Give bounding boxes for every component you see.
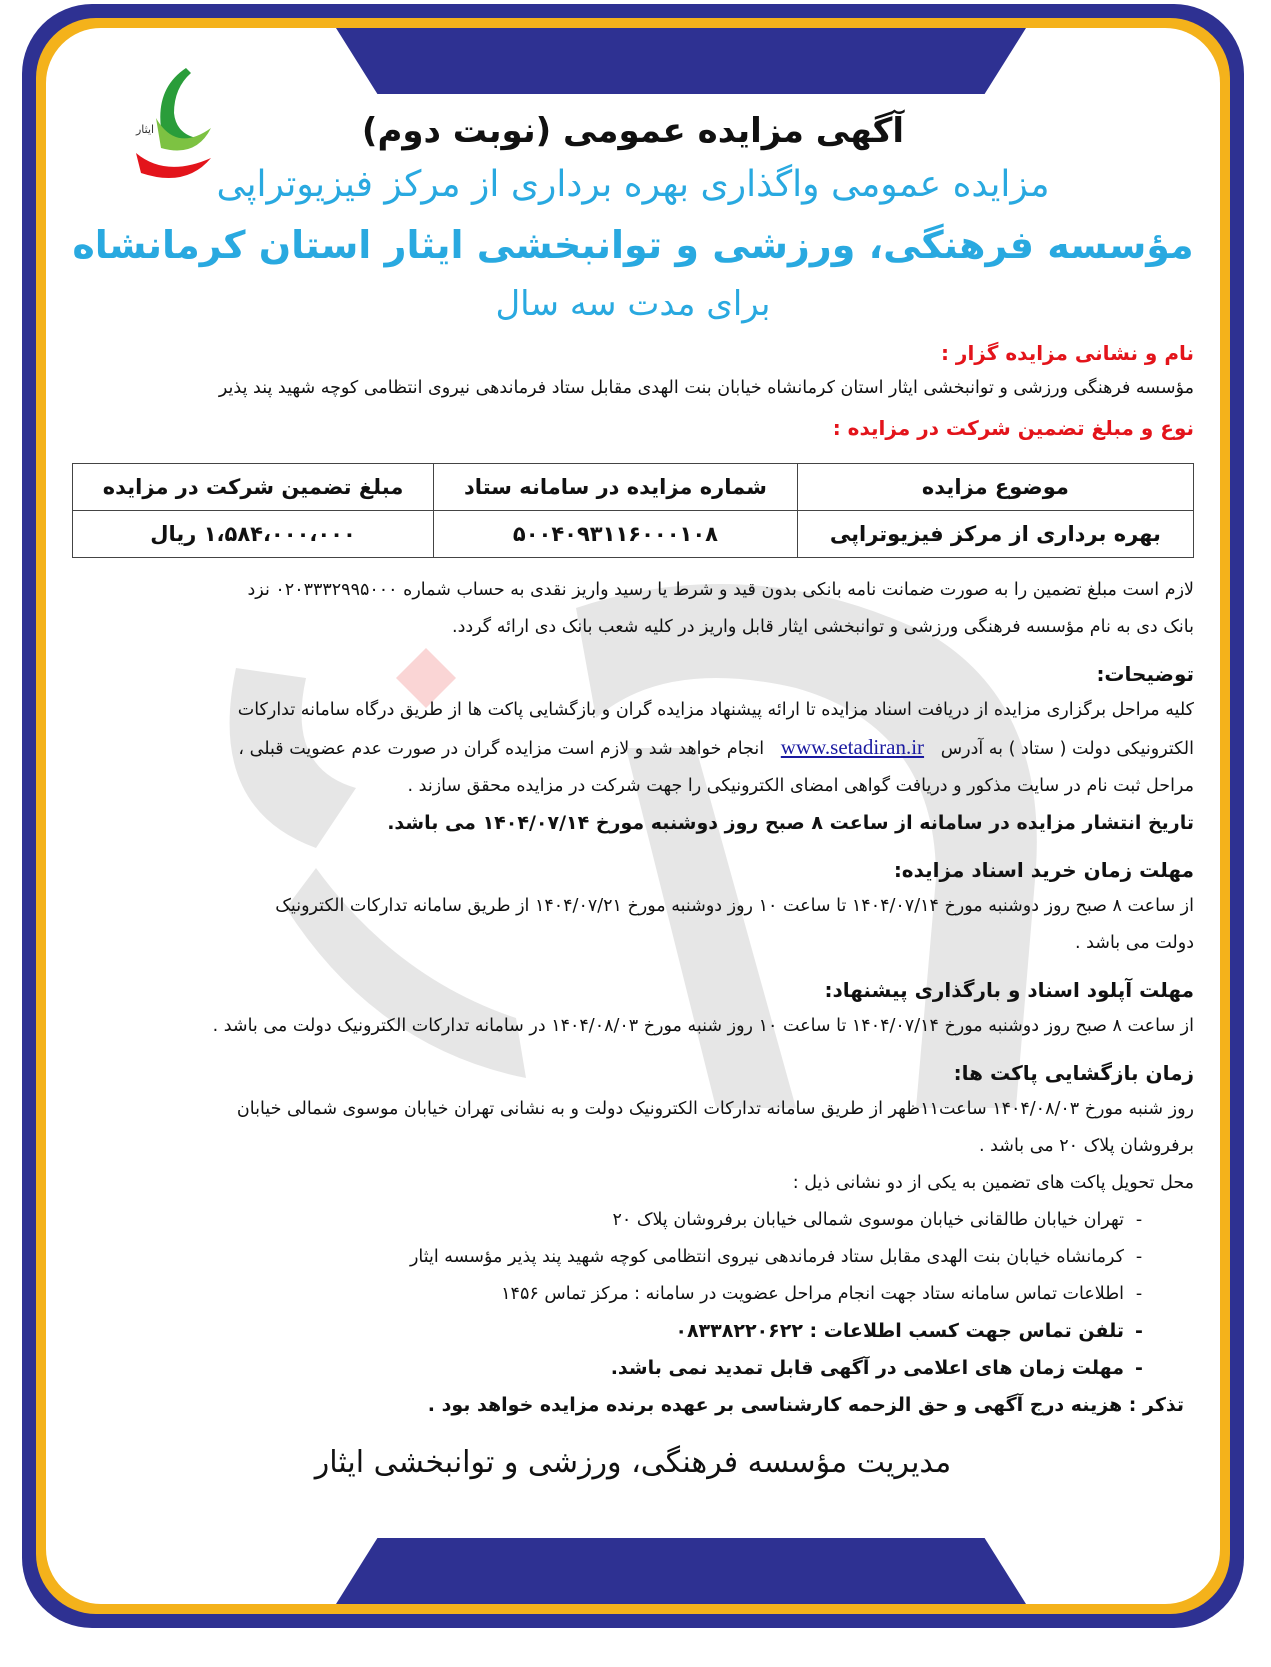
list-item-text: تهران خیابان طالقانی خیابان موسوی شمالی خیابان برفروشان پلاک ۲۰ [612,1210,1124,1230]
table-header: شماره مزایده در سامانه ستاد [434,464,798,511]
logo-text: ایثار [136,123,155,136]
auctioneer-heading: نام و نشانی مزایده گزار : [940,341,1194,365]
opening-heading: زمان بازگشایی پاکت ها: [953,1061,1194,1085]
table-cell-number: ۵۰۰۴۰۹۳۱۱۶۰۰۰۱۰۸ [434,511,798,558]
list-item [72,1202,1194,1239]
auction-table [72,463,1194,558]
publish-date: تاریخ انتشار مزایده در سامانه از ساعت ۸ صبح روز دوشنبه مورخ ۱۴۰۴/۰۷/۱۴ می باشد. [387,812,1194,834]
setadiran-link[interactable]: www.setadiran.ir [780,735,925,759]
notes-line-2 [72,729,1194,768]
table-header-row [73,464,1194,511]
bottom-banner-tab [336,1538,1026,1604]
headline-line-1: مزایده عمومی واگذاری بهره برداری از مرکز فیزیوتراپی [216,164,1050,205]
notes-line-2b: انجام خواهد شد و لازم است مزایده گران در صورت عدم عضویت قبلی ، [238,739,765,759]
upload-line-1: از ساعت ۸ صبح روز دوشنبه مورخ ۱۴۰۴/۰۷/۱۴ تا ساعت ۱۰ روز شنبه مورخ ۱۴۰۴/۰۸/۰۳ در سامانه تدارکات الکترونیک دولت می باشد . [212,1016,1194,1036]
notes-line-2a: الکترونیکی دولت ( ستاد ) به آدرس [940,739,1194,759]
table-row [73,511,1194,558]
ad-body [46,28,1220,1604]
opening-line-2: برفروشان پلاک ۲۰ می باشد . [978,1136,1194,1156]
frame-border [22,4,1244,1628]
list-item-text: تلفن تماس جهت کسب اطلاعات : ۰۸۳۳۸۲۲۰۶۲۲ [675,1320,1124,1342]
headline-line-2: مؤسسه فرهنگی، ورزشی و توانبخشی ایثار استان کرمانشاه [72,223,1194,267]
auctioneer-address: مؤسسه فرهنگی ورزشی و توانبخشی ایثار استان کرمانشاه خیابان بنت الهدی مقابل ستاد فرماندهی نیروی انتظامی کوچه شهید پند پذیر [218,378,1194,398]
list-item-text: مهلت زمان های اعلامی در آگهی قابل تمدید نمی باشد. [610,1357,1124,1379]
guarantee-heading: نوع و مبلغ تضمین شرکت در مزایده : [832,416,1194,440]
opening-line-3: محل تحویل پاکت های تضمین به یکی از دو نشانی ذیل : [792,1173,1194,1193]
list-item [72,1239,1194,1276]
table-cell-amount: ۱،۵۸۴،۰۰۰،۰۰۰ ریال [73,511,434,558]
list-dash: - [1135,1320,1143,1342]
notes-line-3: مراحل ثبت نام در سایت مذکور و دریافت گواهی امضای الکترونیکی را جهت شرکت در مزایده محقق سازند . [407,776,1194,796]
list-dash: - [1135,1357,1143,1379]
frame-accent [36,18,1230,1614]
top-banner-tab [336,28,1026,94]
table-cell-subject: بهره برداری از مرکز فیزیوتراپی [797,511,1193,558]
list-dash: - [1135,1247,1143,1267]
list-item-deadline [72,1350,1194,1387]
notes-line-1: کلیه مراحل برگزاری مزایده از دریافت اسناد مزایده تا ارائه پیشنهاد مزایده گران و بازگشایی پاکت ها از طریق درگاه سامانه تدارکات [237,700,1194,720]
list-dash: - [1135,1210,1143,1230]
list-item [72,1276,1194,1313]
notes-heading: توضیحات: [1096,662,1194,686]
guarantee-text-1: لازم است مبلغ تضمین را به صورت ضمانت نامه بانکی بدون قید و شرط یا رسید واریز نقدی به حساب شماره ۰۲۰۳۳۳۲۹۹۵۰۰۰ نزد [247,580,1194,600]
list-item-text: کرمانشاه خیابان بنت الهدی مقابل ستاد فرماندهی نیروی انتظامی کوچه شهید پند پذیر مؤسسه ایثار [409,1247,1124,1267]
purchase-heading: مهلت زمان خرید اسناد مزایده: [893,858,1194,882]
ad-title: آگهی مزایده عمومی (نوبت دوم) [361,111,905,151]
list-item-phone [72,1313,1194,1350]
purchase-line-2: دولت می باشد . [1074,933,1194,953]
ad-content [72,106,1194,1488]
opening-line-1: روز شنبه مورخ ۱۴۰۴/۰۸/۰۳ ساعت۱۱ظهر از طریق سامانه تدارکات الکترونیک دولت و به نشانی تهران خیابان موسوی شمالی خیابان [236,1099,1194,1119]
list-dash: - [1135,1284,1143,1304]
guarantee-text-2: بانک دی به نام مؤسسه فرهنگی ورزشی و توانبخشی ایثار قابل واریز در کلیه شعب بانک دی ارائه گردد. [452,617,1194,637]
reminder: تذکر : هزینه درج آگهی و حق الزحمه کارشناسی بر عهده برنده مزایده خواهد بود . [427,1394,1184,1416]
headline-line-3: برای مدت سه سال [495,284,771,324]
table-header: موضوع مزایده [797,464,1193,511]
upload-heading: مهلت آپلود اسناد و بارگذاری پیشنهاد: [824,978,1194,1002]
list-item-text: اطلاعات تماس سامانه ستاد جهت انجام مراحل عضویت در سامانه : مرکز تماس ۱۴۵۶ [501,1284,1124,1304]
signature: مدیریت مؤسسه فرهنگی، ورزشی و توانبخشی ایثار [314,1445,952,1480]
purchase-line-1: از ساعت ۸ صبح روز دوشنبه مورخ ۱۴۰۴/۰۷/۱۴ تا ساعت ۱۰ روز دوشنبه مورخ ۱۴۰۴/۰۷/۲۱ از طریق سامانه تدارکات الکترونیک [275,896,1194,916]
table-header: مبلغ تضمین شرکت در مزایده [73,464,434,511]
